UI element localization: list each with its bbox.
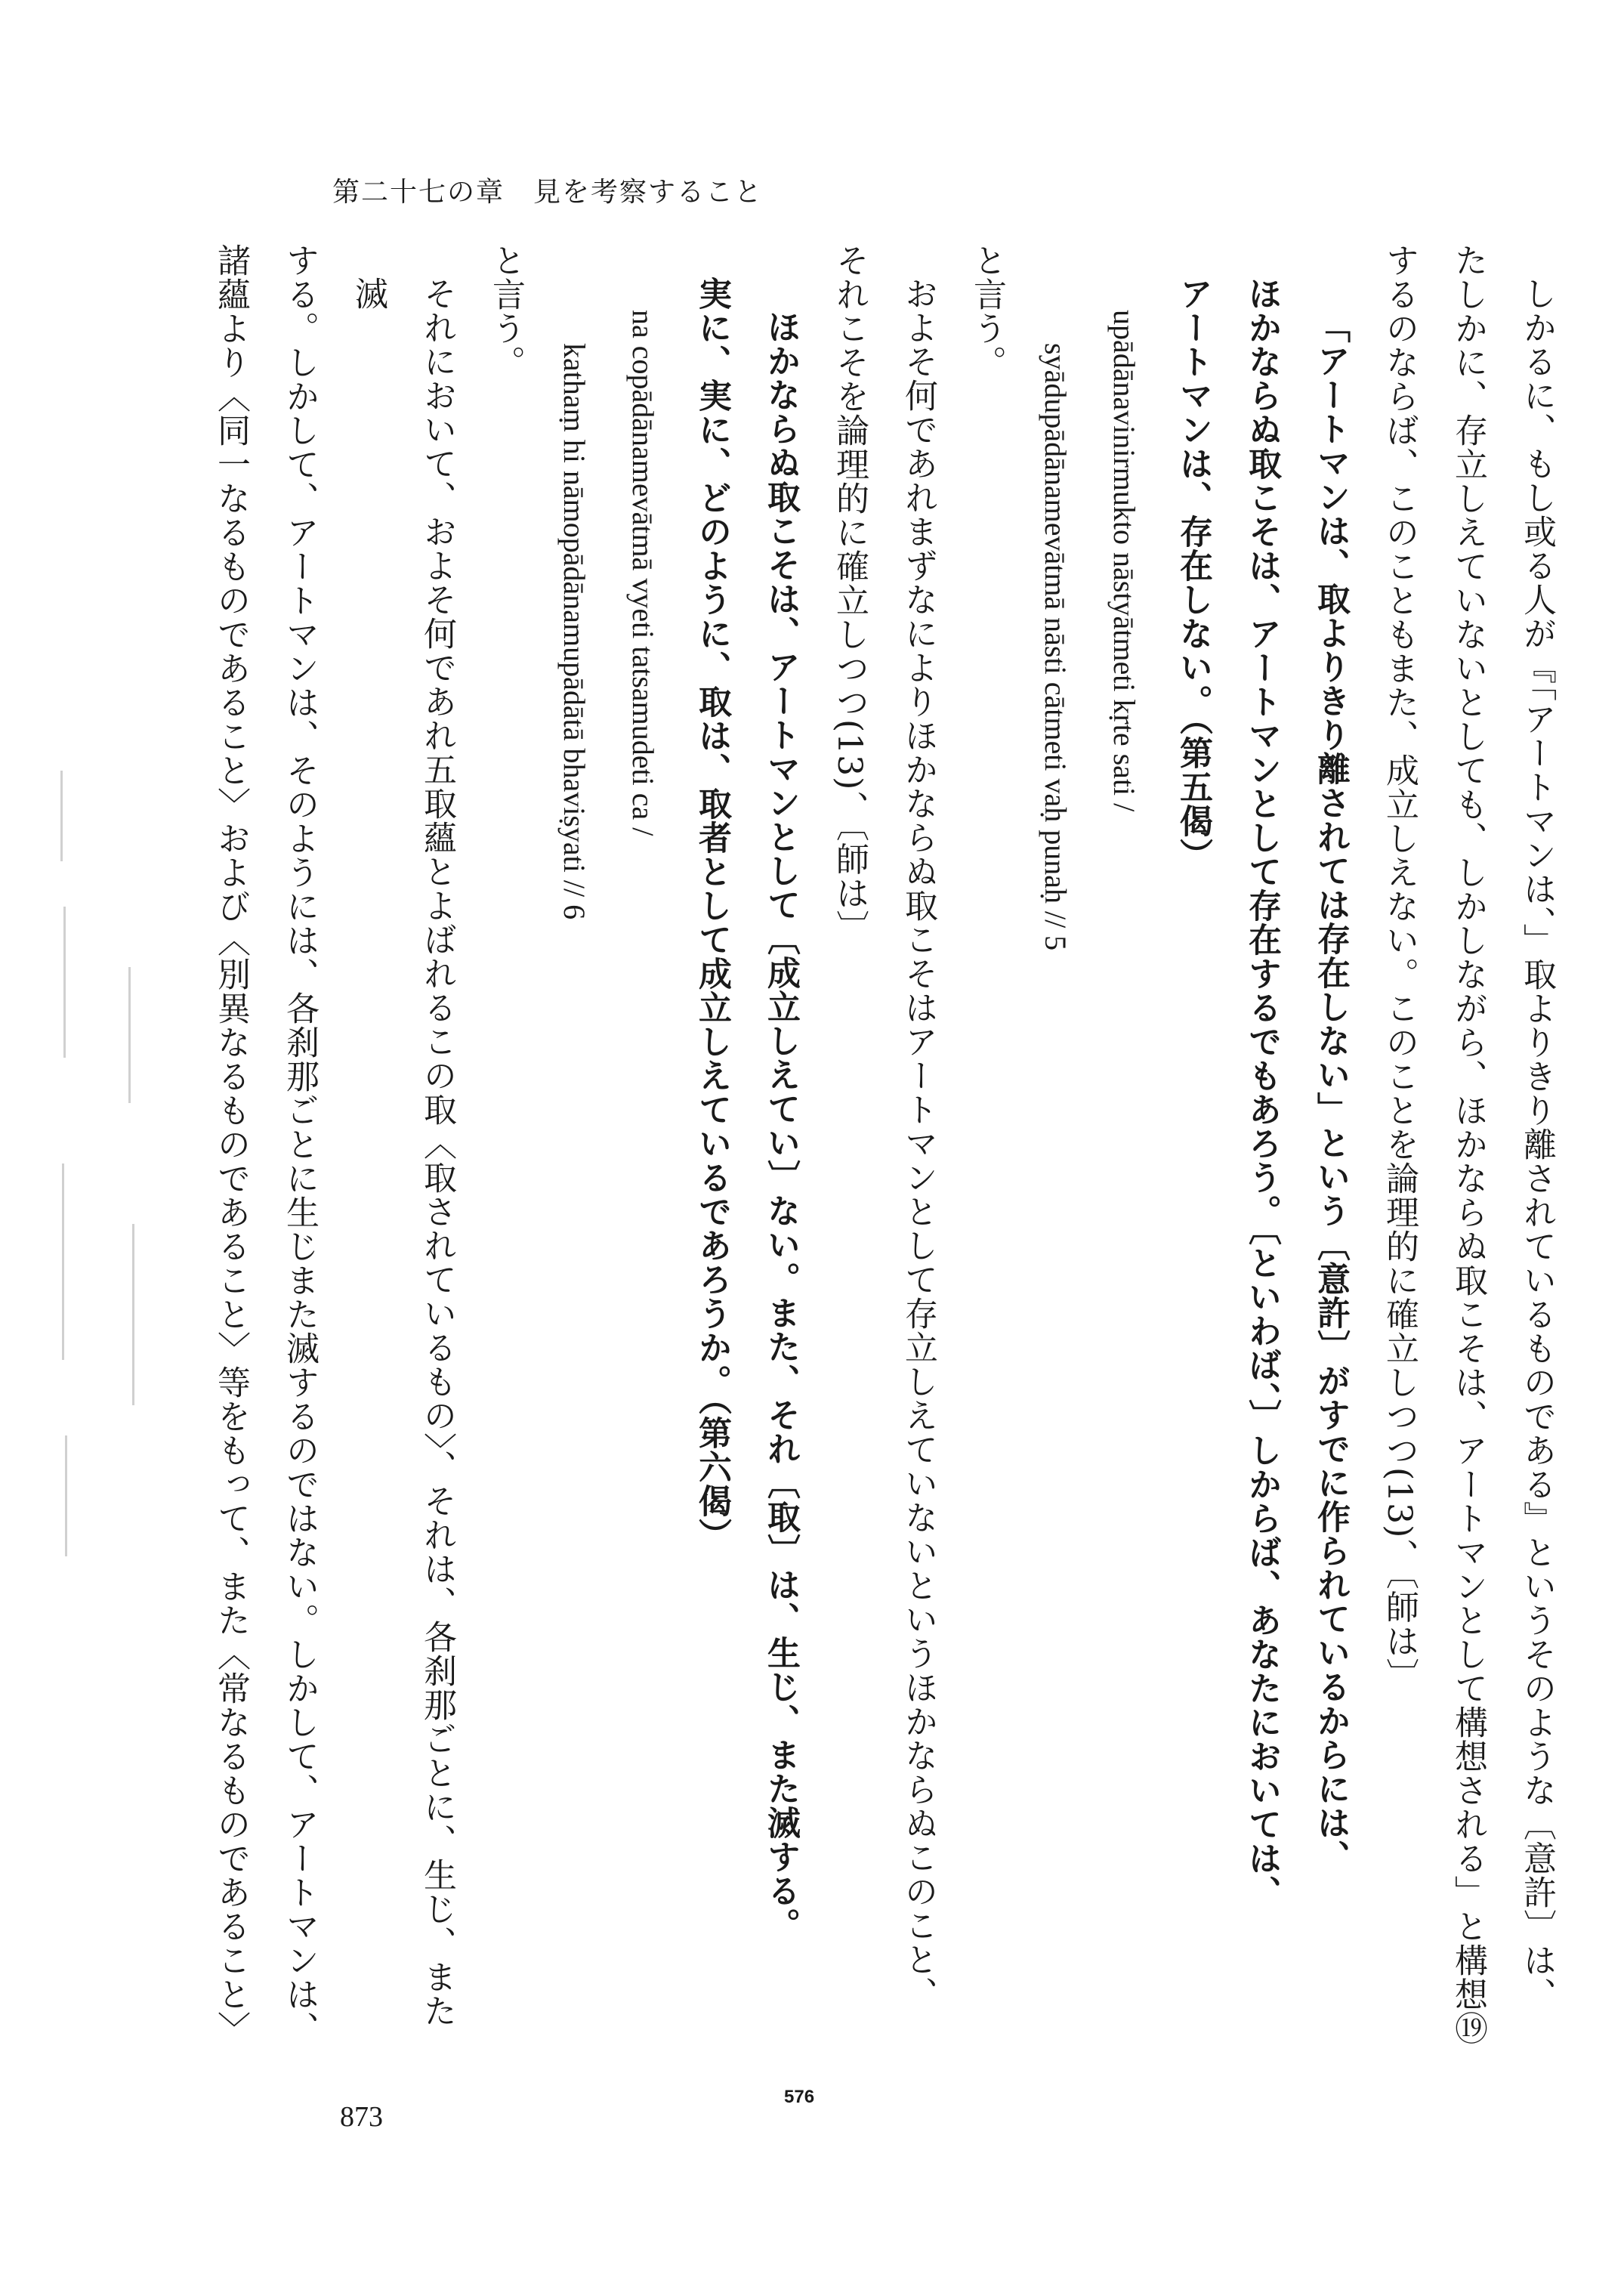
text-line: しかるに、もし或る人が『「アートマンは、」取よりきり離されているものである』というそのような〔意許〕は、 xyxy=(1517,277,1556,2011)
verse-line: 実に、実に、どのように、取は、取者として成立しえているであろうか。（第六偈） xyxy=(693,277,731,1552)
text-line: と言う。 xyxy=(486,243,525,379)
text-line: たしかに、存立しえていないとしても、しかしながら、ほかならぬ取こそは、アートマンとして構想される」と構想⑲ xyxy=(1449,243,1487,2045)
text-line: する。しかして、アートマンは、そのようには、各刹那ごとに生じまた滅するのではない。しかして、アートマンは、 xyxy=(280,243,319,2045)
sanskrit-line: na copādānamevātmā vyeti tatsamudeti ca / xyxy=(626,310,660,836)
verse-line: アートマンは、存在しない。（第五偈） xyxy=(1174,277,1212,872)
text-line: それこそを論理的に確立しつつ(13)、〔師は〕 xyxy=(830,243,869,944)
sanskrit-line: upādānavinirmukto nāstyātmeti kṛte sati / xyxy=(1107,310,1141,812)
text-line: と言う。 xyxy=(968,243,1006,379)
verse-line: ほかならぬ取こそは、アートマンとして存在するでもあろう。〔といわば、〕しからば、あなたにおいては、 xyxy=(1243,277,1281,1909)
text-line: およそ何であれまずなによりほかならぬ取こそはアートマンとして存立しえていないというほかならぬこのこと、 xyxy=(899,277,937,2010)
text-line: 諸蘊より〈同一なるものであること〉および〈別異なるものであること〉等をもって、また〈常なるものであること〉 xyxy=(211,243,250,2045)
sanskrit-line: syādupādānamevātmā nāsti cātmeti vaḥ punaḥ // 5 xyxy=(1039,343,1073,951)
running-head: 第二十七の章 見を考察すること xyxy=(332,177,764,208)
verse-line: ほかならぬ取こそは、アートマンとして〔成立しえてい〕ない。また、それ〔取〕は、生じ、また滅する。 xyxy=(761,310,800,1942)
scan-artifact xyxy=(45,771,166,1602)
text-line: するのならば、このこともまた、成立しえない。このことを論理的に確立しつつ(13)、〔師は〕 xyxy=(1380,243,1419,1692)
page-number: 873 xyxy=(340,2101,383,2133)
text-line: それにおいて、およそ何であれ五取蘊とよばれるこの取〈取されているもの〉、それは、各刹那ごとに、生じ、また滅 xyxy=(349,277,456,2028)
sanskrit-line: kathaṃ hi nāmopādānamupādātā bhaviṣyati // 6 xyxy=(557,343,591,920)
stamp-number: 576 xyxy=(784,2087,815,2107)
verse-line: 「アートマンは、取よりきり離されては存在しない」という〔意許〕がすでに作られているからには、 xyxy=(1311,310,1350,1874)
body-text xyxy=(211,243,1571,2049)
